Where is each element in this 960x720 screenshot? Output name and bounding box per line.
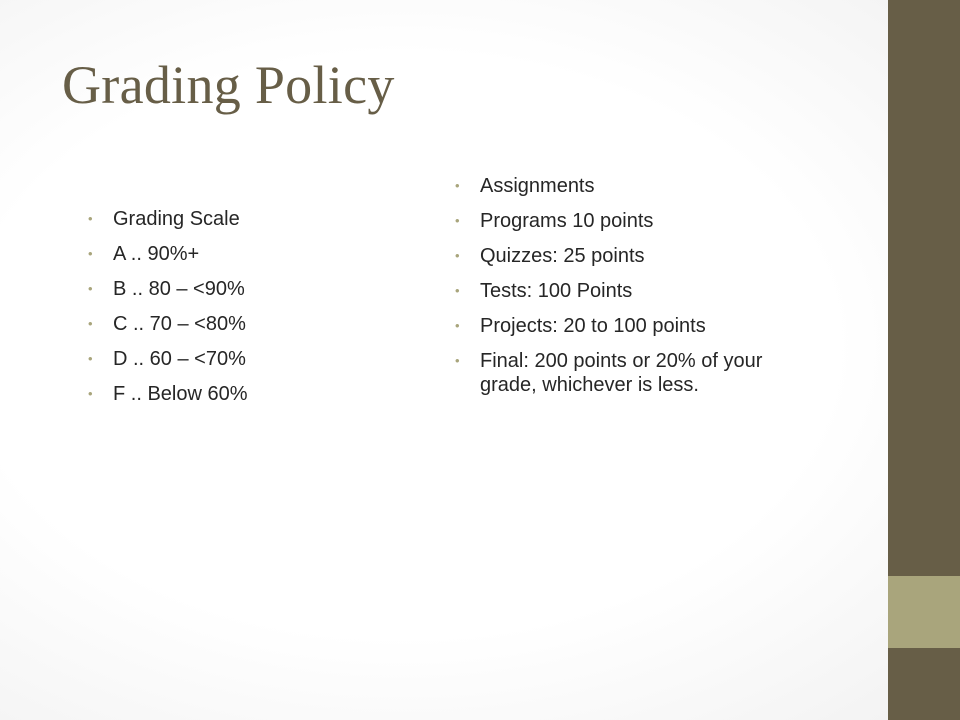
bullet-icon: • (88, 281, 93, 296)
list-item (88, 277, 388, 301)
list-item (455, 174, 785, 198)
bullet-icon: • (455, 283, 460, 298)
list-item (455, 244, 785, 268)
grading-scale-list (88, 207, 388, 417)
list-item (455, 314, 785, 338)
list-item (88, 242, 388, 266)
list-item (88, 207, 388, 231)
bullet-icon: • (455, 248, 460, 263)
list-item (455, 349, 785, 397)
list-item (455, 209, 785, 233)
bullet-icon: • (455, 213, 460, 228)
list-item-text: C .. 70 – <80% (113, 313, 246, 335)
bullet-icon: • (455, 353, 460, 368)
list-item-text: Final: 200 points or 20% of your grade, whichever is less. (480, 350, 763, 396)
list-item-text: B .. 80 – <90% (113, 278, 245, 300)
bullet-icon: • (88, 386, 93, 401)
list-item-text: Tests: 100 Points (480, 280, 633, 302)
list-item (88, 347, 388, 371)
list-item (88, 312, 388, 336)
list-item-text: Programs 10 points (480, 210, 654, 232)
list-item (88, 382, 388, 406)
list-item-text: F .. Below 60% (113, 383, 248, 405)
slide-title: Grading Policy (62, 55, 395, 115)
assignments-list (455, 174, 785, 408)
list-item-text: Assignments (480, 175, 595, 197)
side-decoration-accent (888, 576, 960, 648)
bullet-icon: • (88, 211, 93, 226)
list-item-text: A .. 90%+ (113, 243, 200, 265)
bullet-icon: • (88, 316, 93, 331)
bullet-icon: • (455, 318, 460, 333)
bullet-icon: • (88, 351, 93, 366)
bullet-icon: • (455, 178, 460, 193)
list-item-text: Grading Scale (113, 208, 240, 230)
list-item-text: Projects: 20 to 100 points (480, 315, 706, 337)
list-item-text: Quizzes: 25 points (480, 245, 645, 267)
list-item (455, 279, 785, 303)
list-item-text: D .. 60 – <70% (113, 348, 246, 370)
bullet-icon: • (88, 246, 93, 261)
